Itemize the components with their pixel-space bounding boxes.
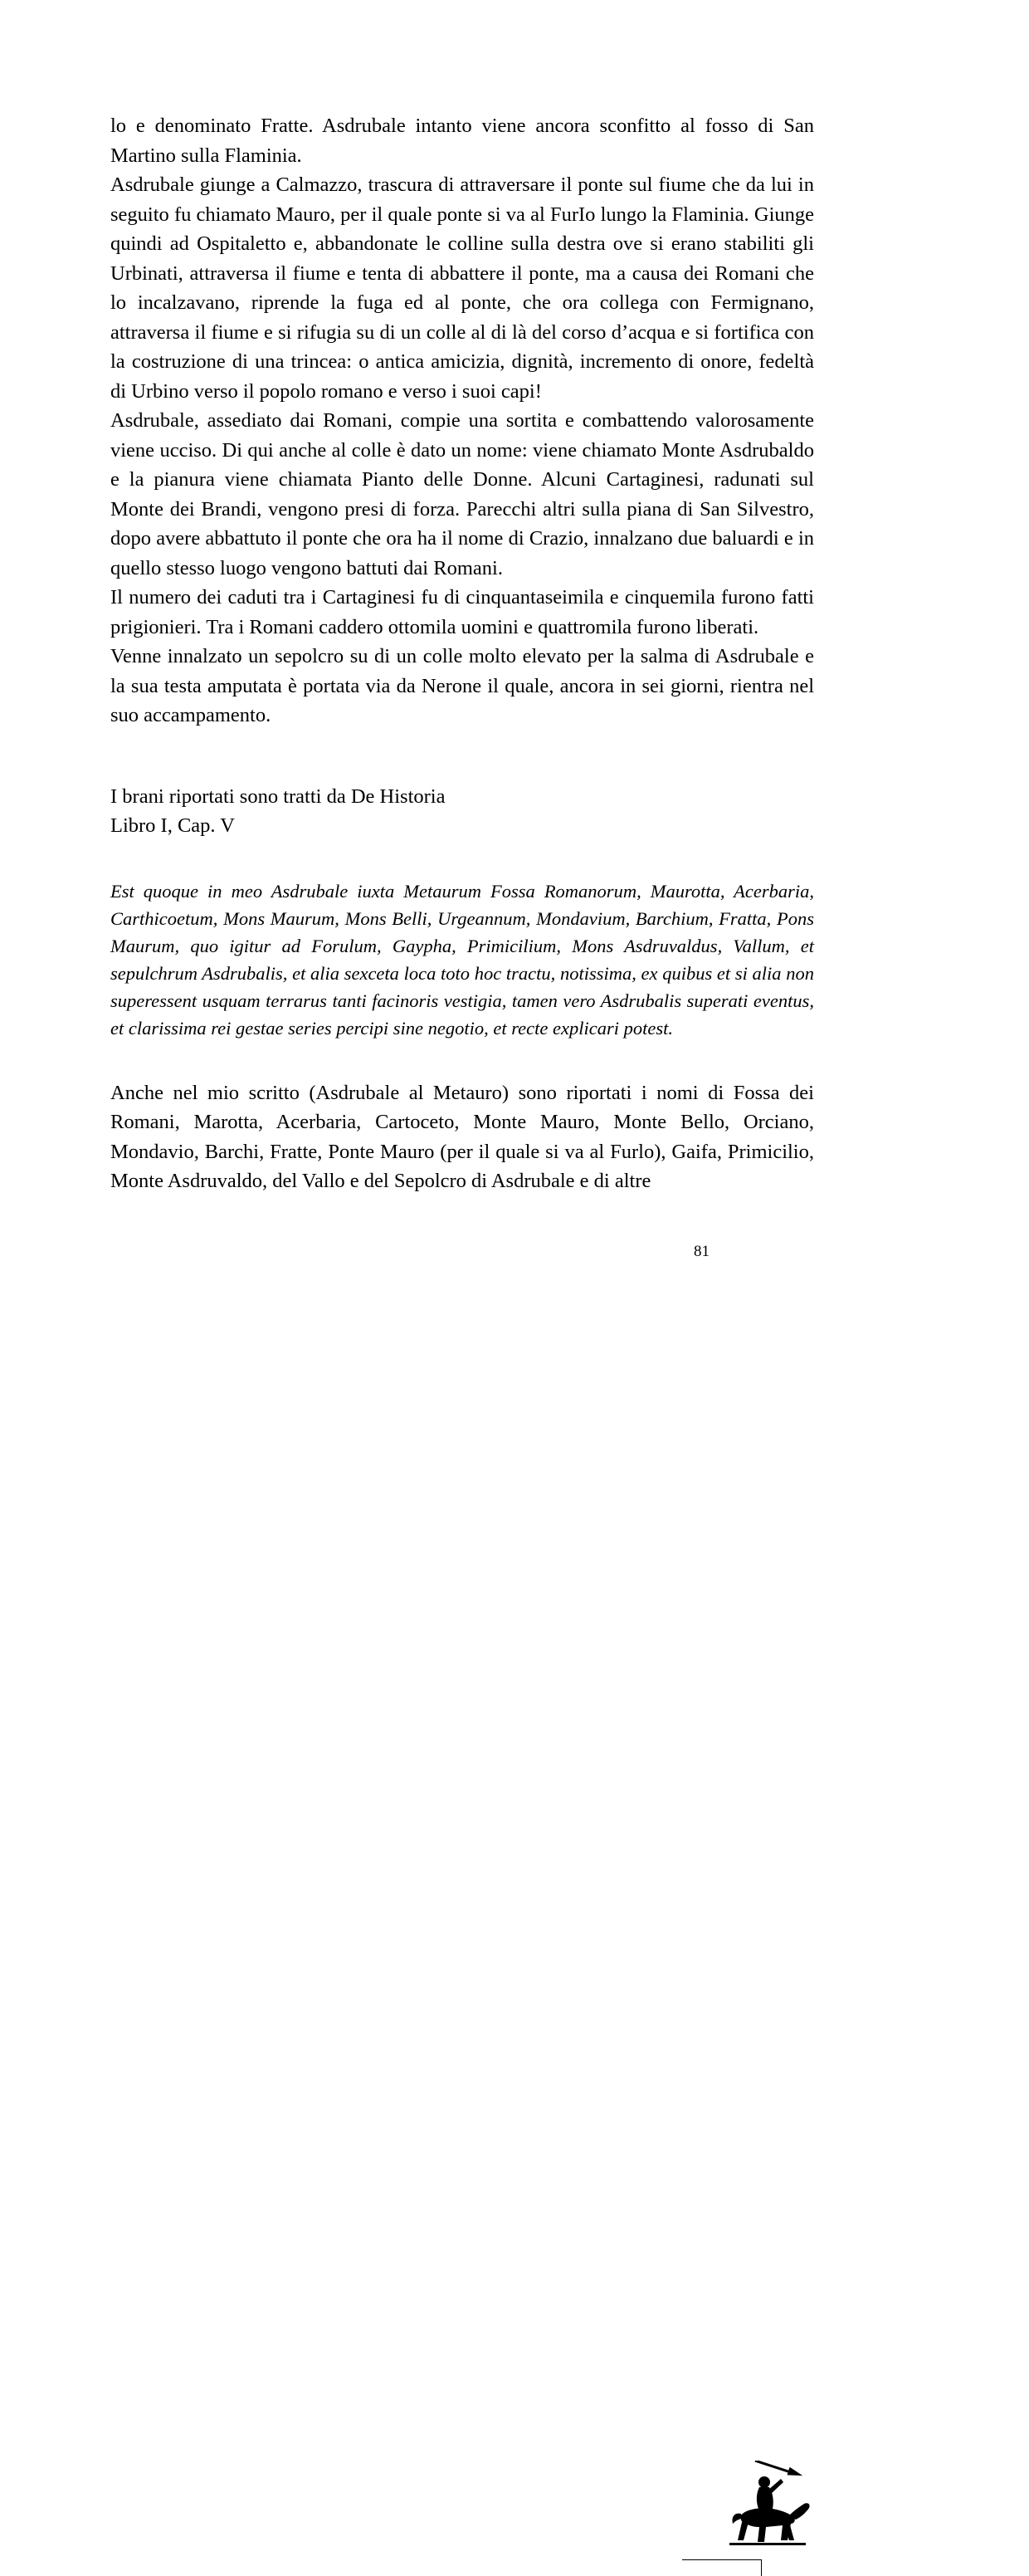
spacer-before-quote: [110, 841, 814, 877]
body-paragraph-1: lo e denominato Fratte. Asdrubale intanto viene ancora sconfitto al fosso di San Martino sulla Flaminia.: [110, 115, 814, 167]
source-note-line-2: Libro I, Cap. V: [110, 814, 235, 837]
body-paragraph-4: Il numero dei caduti tra i Cartaginesi fu di cinquantaseimila e cinquemila furono fatti prigionieri. Tra i Romani caddero ottomila uomini e quattromila furono liberati.: [110, 586, 814, 638]
source-note-line-1: I brani riportati sono tratti da De Historia: [110, 785, 446, 808]
page-footer: [0, 1295, 1029, 1456]
spacer-after-body: [110, 731, 814, 782]
body-paragraph-5: Venne innalzato un sepolcro su di un colle molto elevato per la salma di Asdrubale e la sua testa amputata è portata via da Nerone il quale, ancora in sei giorni, rientra nel suo accampamento.: [110, 645, 814, 726]
spacer-after-quote: [110, 1042, 814, 1078]
body-paragraph-3: Asdrubale, assediato dai Romani, compie una sortita e combattendo valorosamente viene ucciso. Di qui anche al colle è dato un nome: viene chiamato Monte Asdrubaldo e la pianura viene chiamata Pianto delle Donne. Alcuni Cartaginesi, radunati sul Monte dei Brandi, vengono presi di forza. Parecchi altri sulla piana di San Silvestro, dopo avere abbattuto il ponte che ora ha il nome di Crazio, innalzano due baluardi e in quello stesso luogo vengono battuti dai Romani.: [110, 409, 814, 579]
page-number: 81: [694, 1243, 710, 1260]
footer-rule: [682, 2559, 762, 2560]
closing-paragraph: Anche nel mio scritto (Asdrubale al Metauro) sono riportati i nomi di Fossa dei Romani, Marotta, Acerbaria, Cartoceto, Monte Mauro, Monte Bello, Orciano, Mondavio, Barchi, Fratte, Ponte Mauro (per il quale si va al Furlo), Gaifa, Primicilio, Monte Asdruvaldo, del Vallo e del Sepolcro di Asdrubale e di altre: [110, 1081, 814, 1192]
page-content: [110, 111, 814, 1196]
latin-quote: Est quoque in meo Asdrubale iuxta Metaurum Fossa Romanorum, Maurotta, Acerbaria, Carthicoetum, Mons Maurum, Mons Belli, Urgeannum, Mondavium, Barchium, Fratta, Pons Maurum, quo igitur ad Forulum, Gaypha, Primicilium, Mons Asdruvaldus, Vallum, et sepulchrum Asdrubalis, et alia sexceta loca toto hoc tractu, notissima, ex quibus et si alia non superessent usquam terrarus tanti facinoris vestigia, tamen vero Asdrubalis superati eventus, et clarissima rei gestae series percipi sine negotio, et recte explicari potest.: [110, 880, 814, 1039]
horseman-emblem-icon: [718, 2461, 817, 2560]
footer-rule-vertical: [761, 2559, 762, 2576]
body-paragraph-2: Asdrubale giunge a Calmazzo, trascura di attraversare il ponte sul fiume che da lui in seguito fu chiamato Mauro, per il quale ponte si va al FurIo lungo la Flaminia. Giunge quindi ad Ospitaletto e, abbandonate le colline sulla destra ove si erano stabiliti gli Urbinati, attraversa il fiume e tenta di abbattere il ponte, ma a causa dei Romani che lo incalzavano, riprende la fuga ed al ponte, che ora collega con Fermignano, attraversa il fiume e si rifugia su di un colle al di là del corso d’acqua e si fortifica con la costruzione di una trincea: o antica amicizia, dignità, incremento di onore, fedeltà di Urbino verso il popolo romano e verso i suoi capi!: [110, 174, 814, 403]
